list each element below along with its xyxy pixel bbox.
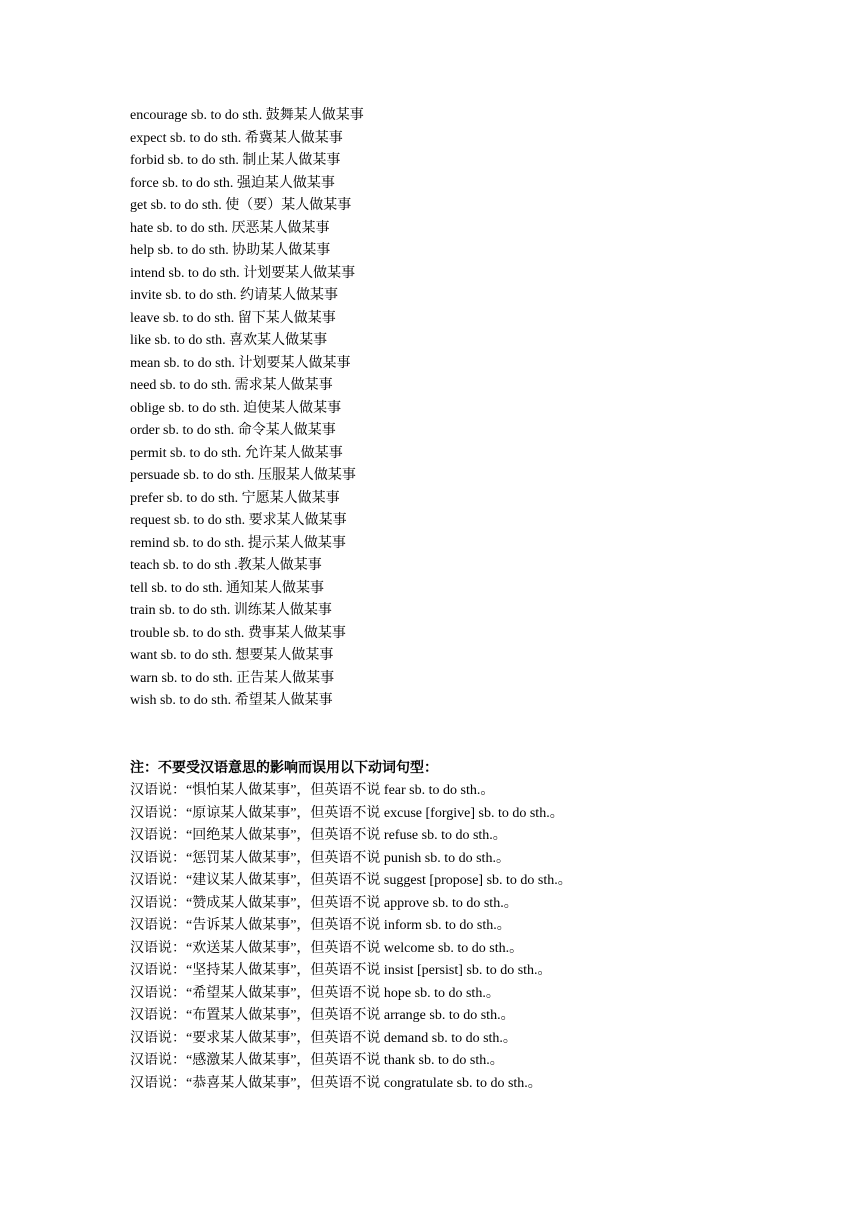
note-title: 注：不要受汉语意思的影响而误用以下动词句型： bbox=[130, 760, 438, 776]
pattern-line: order sb. to do sth. 命令某人做某事 bbox=[130, 423, 336, 438]
note-line: 汉语说：“原谅某人做某事”，但英语不说 excuse [forgive] sb. to do sth.。 bbox=[130, 805, 564, 821]
pattern-line: trouble sb. to do sth. 费事某人做某事 bbox=[130, 625, 346, 641]
pattern-line: invite sb. to do sth. 约请某人做某事 bbox=[130, 288, 339, 303]
note-line: 汉语说：“恭喜某人做某事”，但英语不说 congratulate sb. to do sth.。 bbox=[130, 1075, 542, 1091]
pattern-line: hate sb. to do sth. 厌恶某人做某事 bbox=[130, 220, 330, 236]
note-line: 汉语说：“惩罚某人做某事”，但英语不说 punish sb. to do sth.。 bbox=[130, 850, 510, 866]
pattern-line: warn sb. to do sth. 正告某人做某事 bbox=[130, 670, 335, 686]
pattern-line: permit sb. to do sth. 允许某人做某事 bbox=[130, 445, 343, 461]
pattern-line: encourage sb. to do sth. 鼓舞某人做某事 bbox=[130, 108, 364, 123]
pattern-line: prefer sb. to do sth. 宁愿某人做某事 bbox=[130, 490, 340, 506]
pattern-line: teach sb. to do sth .教某人做某事 bbox=[130, 558, 322, 573]
note-line: 汉语说：“建议某人做某事”，但英语不说 suggest [propose] sb. to do sth.。 bbox=[130, 873, 572, 888]
note-line: 汉语说：“坚持某人做某事”，但英语不说 insist [persist] sb. to do sth.。 bbox=[130, 963, 552, 978]
pattern-line: request sb. to do sth. 要求某人做某事 bbox=[130, 513, 347, 528]
pattern-line: like sb. to do sth. 喜欢某人做某事 bbox=[130, 333, 328, 348]
note-line: 汉语说：“要求某人做某事”，但英语不说 demand sb. to do sth.。 bbox=[130, 1030, 517, 1046]
pattern-line: need sb. to do sth. 需求某人做某事 bbox=[130, 378, 333, 393]
pattern-line: intend sb. to do sth. 计划要某人做某事 bbox=[130, 265, 356, 281]
note-line: 汉语说：“回绝某人做某事”，但英语不说 refuse sb. to do sth.。 bbox=[130, 828, 507, 843]
pattern-line: mean sb. to do sth. 计划要某人做某事 bbox=[130, 355, 351, 371]
note-line: 汉语说：“告诉某人做某事”，但英语不说 inform sb. to do sth.。 bbox=[130, 918, 511, 933]
note-line: 汉语说：“赞成某人做某事”，但英语不说 approve sb. to do sth.。 bbox=[130, 895, 518, 911]
pattern-line: oblige sb. to do sth. 迫使某人做某事 bbox=[130, 400, 342, 416]
note-line: 汉语说：“布置某人做某事”，但英语不说 arrange sb. to do sth.。 bbox=[130, 1008, 515, 1023]
pattern-line: get sb. to do sth. 使（要）某人做某事 bbox=[130, 198, 352, 213]
section-spacer bbox=[130, 713, 830, 758]
note-line: 汉语说：“欢送某人做某事”，但英语不说 welcome sb. to do sth.。 bbox=[130, 940, 524, 956]
note-line: 汉语说：“惧怕某人做某事”，但英语不说 fear sb. to do sth.。 bbox=[130, 783, 495, 798]
note-line: 汉语说：“感激某人做某事”，但英语不说 thank sb. to do sth.。 bbox=[130, 1053, 504, 1068]
document-page bbox=[130, 105, 830, 1095]
pattern-line: tell sb. to do sth. 通知某人做某事 bbox=[130, 580, 325, 596]
pattern-list bbox=[130, 105, 830, 713]
pattern-line: force sb. to do sth. 强迫某人做某事 bbox=[130, 175, 335, 191]
pattern-line: want sb. to do sth. 想要某人做某事 bbox=[130, 648, 334, 663]
pattern-line: leave sb. to do sth. 留下某人做某事 bbox=[130, 310, 336, 326]
pattern-line: expect sb. to do sth. 希冀某人做某事 bbox=[130, 130, 343, 146]
pattern-line: wish sb. to do sth. 希望某人做某事 bbox=[130, 693, 333, 708]
pattern-line: forbid sb. to do sth. 制止某人做某事 bbox=[130, 153, 341, 168]
pattern-line: train sb. to do sth. 训练某人做某事 bbox=[130, 603, 332, 618]
note-section bbox=[130, 758, 830, 1096]
pattern-line: persuade sb. to do sth. 压服某人做某事 bbox=[130, 468, 356, 483]
pattern-line: help sb. to do sth. 协助某人做某事 bbox=[130, 243, 331, 258]
pattern-line: remind sb. to do sth. 提示某人做某事 bbox=[130, 535, 346, 551]
note-line: 汉语说：“希望某人做某事”，但英语不说 hope sb. to do sth.。 bbox=[130, 985, 500, 1001]
